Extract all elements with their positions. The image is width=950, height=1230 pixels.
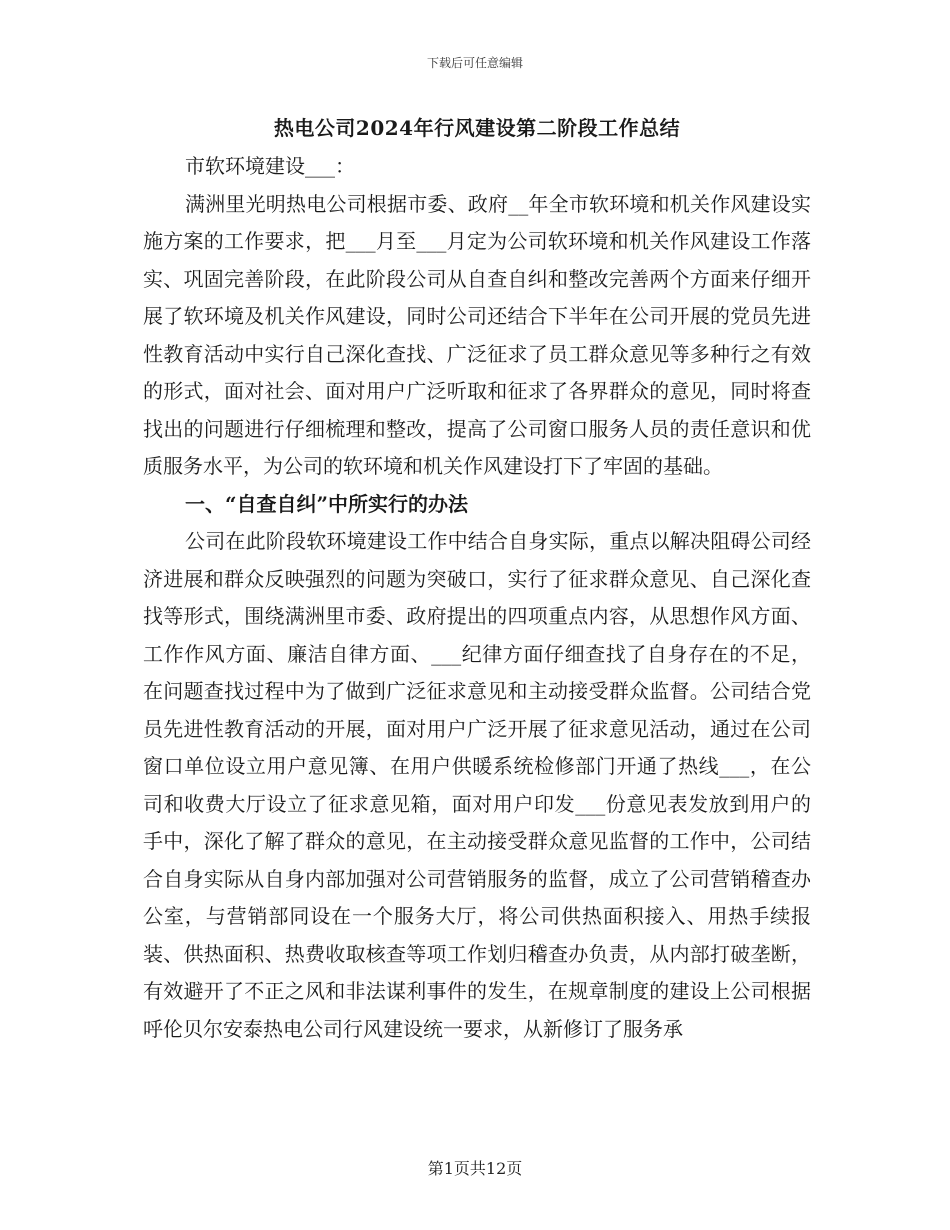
header-note: 下载后可任意编辑: [426, 56, 523, 70]
section-heading-1: 一、“自查自纠”中所实行的办法: [185, 491, 469, 516]
document-title: 热电公司2024年行风建设第二阶段工作总结: [273, 116, 681, 140]
document-body: [143, 112, 811, 1048]
salutation: 市软环境建设___：: [185, 154, 355, 178]
intro-paragraph: 满洲里光明热电公司根据市委、政府__年全市软环境和机关作风建设实施方案的工作要求，把___月至___月定为公司软环境和机关作风建设工作落实、巩固完善阶段，在此阶段公司从自查自纠和整改完善两个方面来仔细开展了软环境及机关作风建设，同时公司还结合下半年在公司开展的党员先进性教育活动中实行自己深化查找、广泛征求了员工群众意见等多种行之有效的形式，面对社会、面对用户广泛听取和征求了各界群众的意见，同时将查找出的问题进行仔细梳理和整改，提高了公司窗口服务人员的责任意识和优质服务水平，为公司的软环境和机关作风建设打下了牢固的基础。: [143, 191, 811, 478]
section-1-paragraph: 公司在此阶段软环境建设工作中结合自身实际，重点以解决阻碍公司经济进展和群众反映强烈的问题为突破口，实行了征求群众意见、自己深化查找等形式，围绕满洲里市委、政府提出的四项重点内容，从思想作风方面、工作作风方面、廉洁自律方面、___纪律方面仔细查找了自身存在的不足，在问题查找过程中为了做到广泛征求意见和主动接受群众监督。公司结合党员先进性教育活动的开展，面对用户广泛开展了征求意见活动，通过在公司窗口单位设立用户意见簿、在用户供暖系统检修部门开通了热线___，在公司和收费大厅设立了征求意见箱，面对用户印发___份意见表发放到用户的手中，深化了解了群众的意见，在主动接受群众意见监督的工作中，公司结合自身实际从自身内部加强对公司营销服务的监督，成立了公司营销稽查办公室，与营销部同设在一个服务大厅，将公司供热面积接入、用热手续报装、供热面积、热费收取核查等项工作划归稽查办负责，从内部打破垄断，有效避开了不正之风和非法谋利事件的发生，在规章制度的建设上公司根据呼伦贝尔安泰热电公司行风建设统一要求，从新修订了服务承: [143, 529, 811, 1041]
page-footer: 第1页共12页: [427, 1159, 523, 1178]
